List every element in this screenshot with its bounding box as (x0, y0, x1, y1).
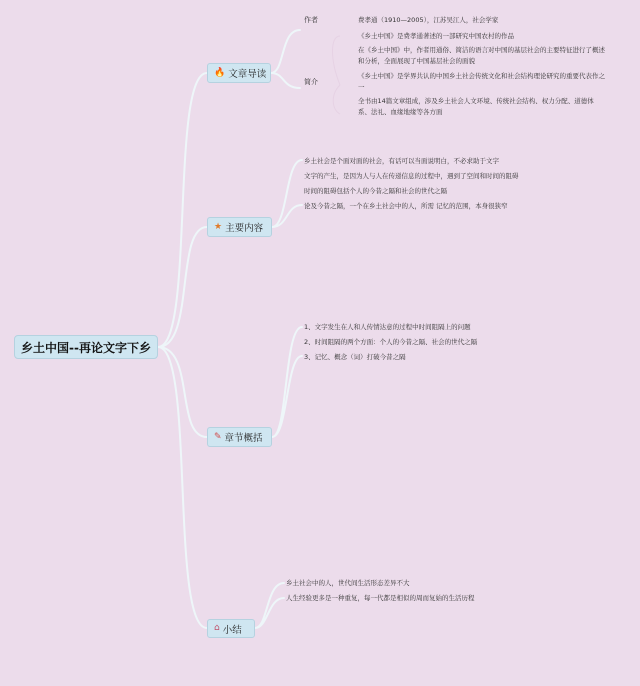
author-text: 费孝通（1910—2005），江苏吴江人，社会学家 (358, 16, 499, 24)
root-title: 乡土中国--再论文字下乡 (21, 340, 151, 355)
main-item: 时间的阻碍包括个人的今昔之隔和社会的世代之隔 (304, 187, 447, 195)
branch-main-label: 主要内容 (225, 223, 264, 234)
intro-label: 简介 (304, 78, 318, 86)
intro-item: 《乡土中国》是费孝通著述的一部研究中国农村的作品 (358, 32, 514, 40)
summary-item: 人生经验更多是一种重复，每一代都是相似的周而复始的生活历程 (286, 594, 475, 602)
branch-guide[interactable] (207, 63, 271, 83)
author-label: 作者 (304, 16, 318, 24)
intro-item: 在《乡土中国》中，作者用通俗、简洁的语言对中国的基层社会的主要特征进行了概述和分析，全面展现了中国基层社会的面貌 (358, 46, 605, 65)
intro-item: 《乡土中国》是学界共认的中国乡土社会传统文化和社会结构理论研究的重要代表作之一 (358, 72, 605, 91)
branch-main[interactable] (207, 217, 272, 237)
chapter-item: 1、文字发生在人和人传情达意的过程中时间阻隔上的问题 (304, 323, 471, 331)
summary-item: 乡土社会中的人，世代间生活形态差异不大 (286, 579, 410, 587)
connector-root-chapters (158, 347, 207, 437)
pencil-icon: ✎ (214, 431, 222, 442)
connector-summary-details (255, 583, 284, 628)
branch-chapters[interactable] (207, 427, 272, 447)
connector-guide-details (271, 30, 300, 88)
chapter-item: 2、时间阻隔的两个方面：个人的今昔之隔、社会的世代之隔 (304, 338, 478, 346)
branch-chapters-label: 章节概括 (224, 433, 263, 444)
branch-summary[interactable] (207, 619, 255, 638)
root-node[interactable] (14, 335, 158, 359)
connector-root-summary (158, 347, 207, 628)
main-item: 文字的产生，是因为人与人在传递信息的过程中，遇到了空间和时间的阻碍 (304, 172, 519, 180)
main-item: 论及今昔之隔，一个在乡土社会中的人，所需 记忆的范围，本身很狭窄 (304, 202, 508, 210)
chapter-item: 3、记忆、概念（词）打破今昔之隔 (304, 353, 406, 361)
connector-main-details (272, 160, 302, 227)
star-icon: ★ (214, 221, 223, 232)
intro-item: 全书由14篇文章组成，涉及乡土社会人文环境、传统社会结构、权力分配、道德体系、法礼、血缘地缘等各方面 (358, 97, 594, 116)
connector-chapters-details (272, 327, 302, 437)
fire-icon: 🔥 (214, 67, 226, 78)
home-icon: ⌂ (214, 623, 220, 633)
connector-root-main (158, 227, 207, 347)
branch-guide-label: 文章导读 (228, 69, 267, 80)
branch-summary-label: 小结 (222, 624, 242, 636)
main-item: 乡土社会是个面对面的社会，有话可以当面说明白，不必求助于文字 (304, 157, 499, 165)
